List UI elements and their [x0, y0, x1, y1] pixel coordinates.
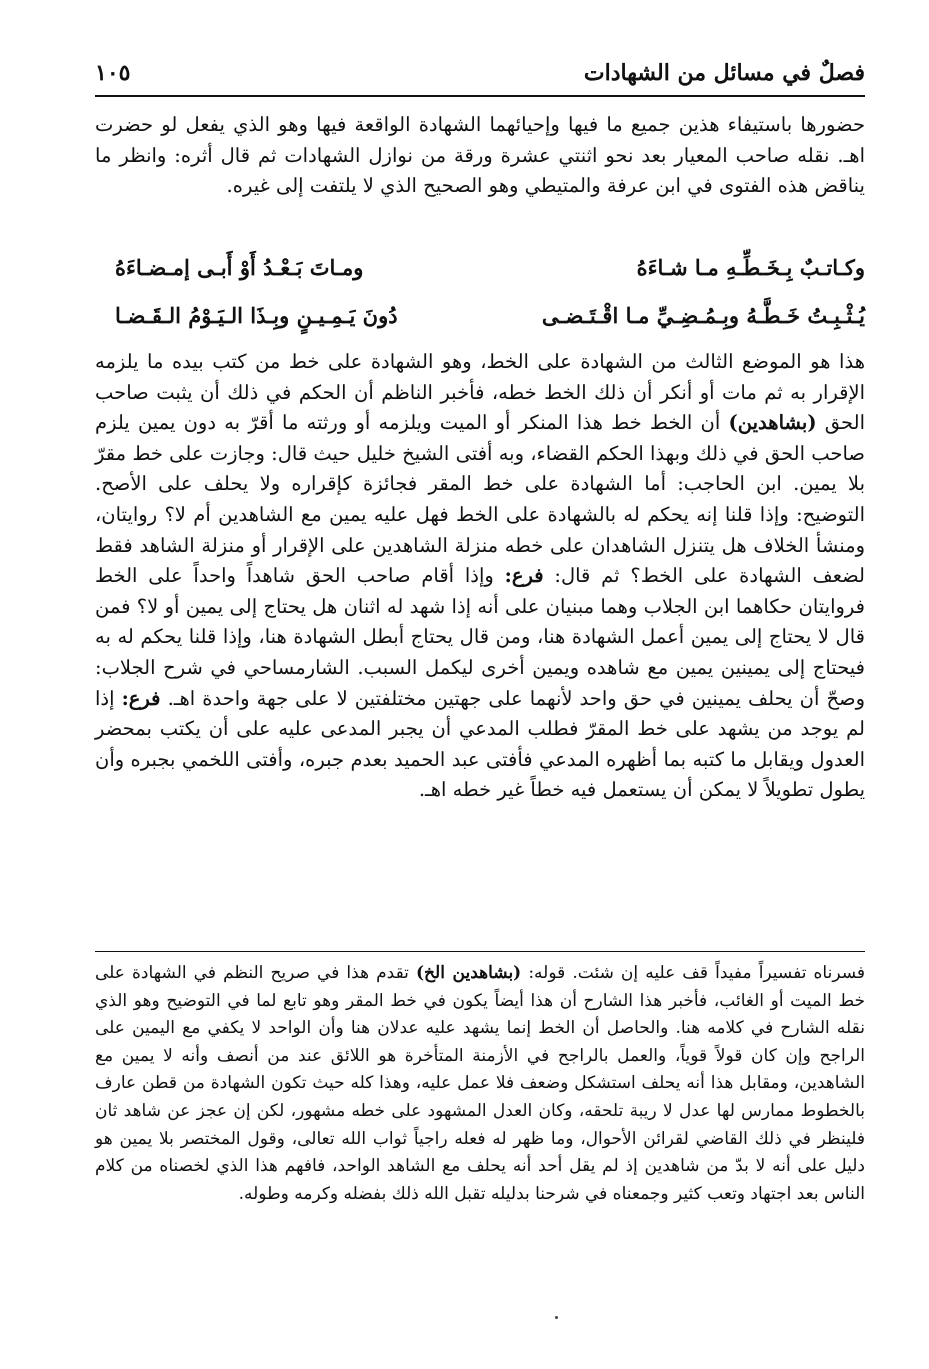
chapter-title: فصلٌ في مسائل من الشهادات: [583, 60, 865, 86]
footnote-paragraph: [95, 960, 865, 1208]
footnote-bold-a: (بشاهدين الخ): [416, 963, 522, 983]
para2-text-c: وإذا أقام صاحب الحق شاهداً واحداً على الخط فروايتان حكاهما ابن الجلاب وهما مبنيان على أنه إذا شهد له اثنان هل يحتاج إلى يمين أو لا؟ فمن قال لا يحتاج إلى يمين أعمل الشهادة هنا، ومن قال يحتاج أبطل الشهادة هنا، وإذا قلنا يحكم له به فيحتاج إلى يمينين يمين مع شاهده ويمين أخرى ليكمل السبب. الشارمساحي في شرح الجلاب: وصحّ أن يحلف يمينين في حق واحد لأنهما على جهتين مختلفتين لا على جهة واحدة اهـ.: [95, 564, 866, 710]
paragraph-1: حضورها باستيفاء هذين جميع ما فيها وإحيائهما الشهادة الواقعة فيها وهو الذي يفعل لو حضرت اهـ. نقله صاحب المعيار بعد نحو اثنتي عشرة ورقة من نوازل الشهادات ثم قال أثره: وانظر ما يناقض هذه الفتوى في ابن عرفة والمتيطي وهو الصحيح الذي لا يلتفت إلى غيره.: [95, 113, 865, 198]
verse-1-first-hemistich: وكـاتـبٌ بِـخَـطِّـهِ مـا شـاءَهُ: [636, 255, 865, 280]
main-text-top: [95, 110, 865, 202]
book-page: [95, 55, 865, 1335]
running-header: [95, 55, 865, 97]
footnote-text-b: تقدم هذا في صريح النظم في الشهادة على خط الميت أو الغائب، فأخبر هذا الشارح أن هذا أيضاً يكون في خط المقر وهو تابع لما في التوضيح وهو الذي نقله الشارح في كلامه هنا. والحاصل أن الخط إنما يشهد عليه عدلان هنا وأن الواحد لا يكفي مع اليمين على الراجح وإن كان قولاً قوياً، والعمل بالراجح في الأزمنة المتأخرة هو اللائق عند من أنصف وأنه لا يمين مع الشاهدين، ومقابل هذا أنه يحلف استشكل وضعف فلا عمل عليه، وهذا كله حيث تكون الشهادة من قطن عارف بالخطوط ممارس لها عدل لا ريبة تلحقه، وكان العدل المشهود على خطه مشهور، لكن إن عجز عن شاهد ثان فلينظر في ذلك القاضي لقرائن الأحوال، وما ظهر له فعله راجياً ثواب الله تعالى، وقول المختصر بلا يمين هو دليل على أنه لا بدّ من شاهدين إذ لم يقل أحد أنه يحلف مع الشاهد الواحد، فافهم هذا الذي لخصناه من كلام الناس بعد اجتهاد وتعب كثير وجمعناه في شرحنا بدليله تقبل الله ذلك بفضله وكرمه وطوله.: [95, 963, 865, 1204]
para2-text-b: أن الخط خط هذا المنكر أو الميت ويلزمه أو ورثته ما أقرّ به دون يمين يلزم صاحب الحق في ذلك وبهذا الحكم القضاء، وبه أفتى الشيخ خليل حيث قال: وجازت على خط مقرّ بلا يمين. ابن الحاجب: أما الشهادة على خط المقر فجائزة كإقراره ولا يحلف على الأصح. التوضيح: وإذا قلنا إنه يحكم له بالشهادة على الخط فهل عليه يمين مع الشاهدين أم لا؟ روايتان، ومنشأ الخلاف هل يتنزل الشاهدان على خطه منزلة الشاهدين على الإقرار أو منزلة الشاهد فقط لضعف الشهادة على الخط؟ ثم قال:: [95, 411, 865, 588]
para2-text-a: هذا هو الموضع الثالث من الشهادة على الخط، وهو الشهادة على خط من كتب بيده ما يلزمه الإقرار به ثم مات أو أنكر أن ذلك الخط خطه، فأخبر الناظم أن الحكم في ذلك أن يثبت صاحب الحق: [95, 350, 866, 435]
footnote-block: [95, 960, 865, 1208]
verse-line-2: [95, 303, 865, 335]
verse-1-second-hemistich: ومـاتَ بَـعْـدُ أَوْ أَبـى إمـضـاءَهُ: [115, 255, 364, 280]
para2-bold-a: (بشاهدين): [728, 411, 817, 435]
para2-bold-b: فرع:: [504, 564, 544, 588]
main-text-commentary: [95, 347, 865, 806]
footnote-text-a: فسرناه تفسيراً مفيداً قف عليه إن شئت. قوله:: [528, 963, 865, 983]
paragraph-2: [95, 347, 865, 806]
verse-2-first-hemistich: يُـثْـبِـتُ خَـطَّـهُ وبِـمُـضِـيِّ مـا اقْـتَـضـى: [541, 303, 865, 328]
footnote-divider: [95, 951, 865, 952]
para2-bold-c: فرع:: [121, 686, 161, 710]
verse-2-second-hemistich: دُونَ يَـمِـيـنٍ وبِـذَا الـيَـوْمُ الـقَـضـا: [115, 303, 398, 328]
verse-line-1: [95, 255, 865, 287]
para2-text-d: إذا لم يوجد من يشهد على خط المقرّ فطلب المدعي أن يجبر المدعى عليه على أن يكتب بمحضر العدول ويقابل ما كتبه بما أظهره المدعي فأفتى عبد الحميد بعدم جبره، وأفتى اللخمي بجبره وأن يطول تطويلاً لا يمكن أن يستعمل فيه خطاً غير خطه اهـ.: [95, 686, 865, 802]
page-mark: [555, 1316, 558, 1319]
page-number: ١٠٥: [95, 60, 131, 86]
